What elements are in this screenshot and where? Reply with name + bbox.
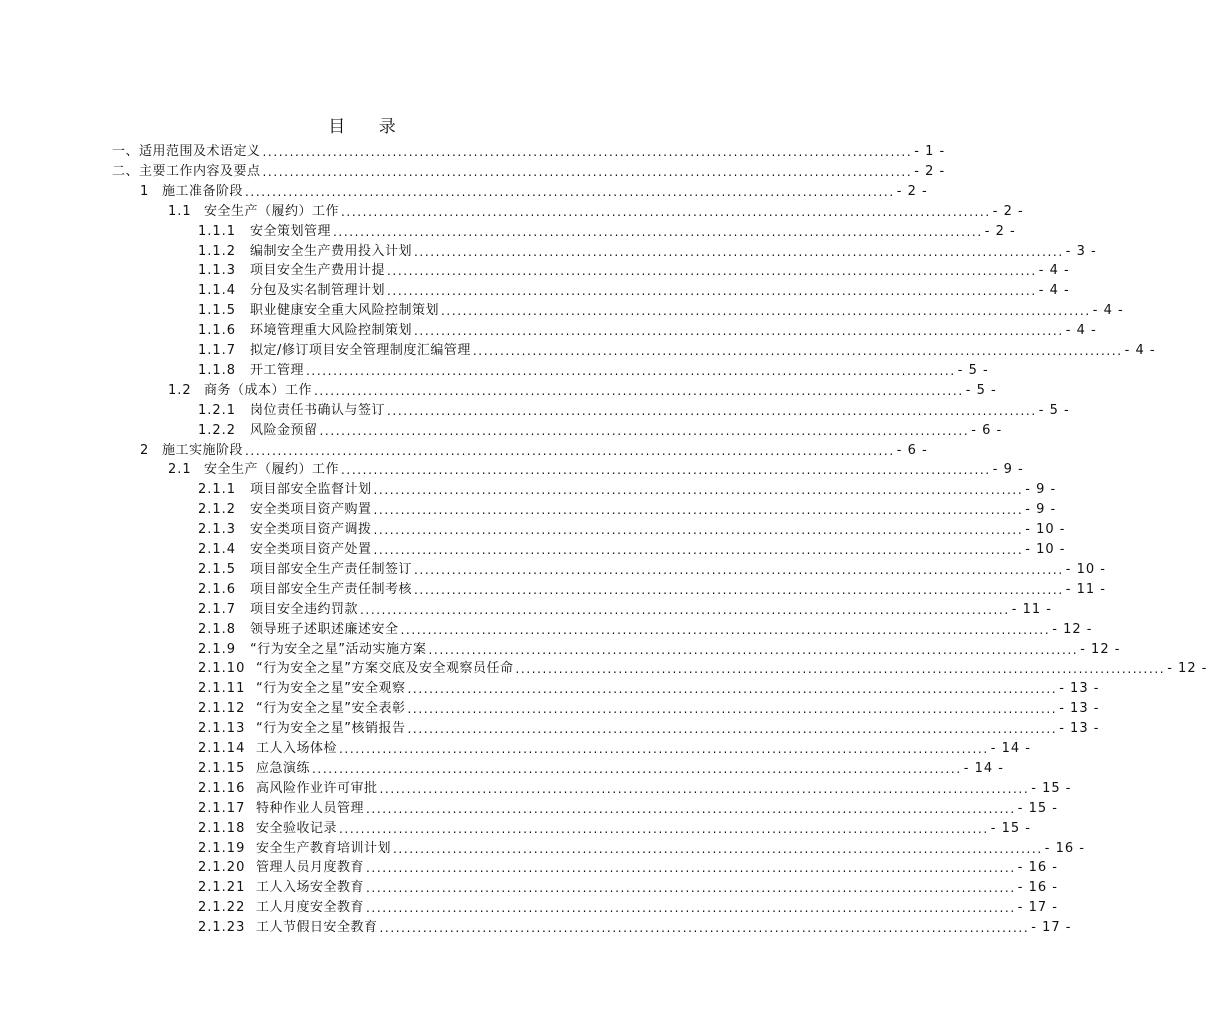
toc-entry-number: 1.2 xyxy=(168,382,192,398)
toc-entry-number: 2.1.4 xyxy=(198,542,237,557)
toc-entry-title: 风险金预留 xyxy=(250,422,318,438)
toc-entry[interactable] xyxy=(198,480,1057,500)
toc-leader-dots: ........................................................................................................................ xyxy=(306,363,956,378)
toc-entry-title: 安全验收记录 xyxy=(256,820,338,836)
toc-leader-dots: ........................................................................................................................ xyxy=(373,483,1024,498)
toc-entry-number: 2.1.18 xyxy=(198,820,246,836)
toc-entry-title: 项目安全违约罚款 xyxy=(250,601,359,617)
toc-entry-title: “行为安全之星”活动实施方案 xyxy=(250,641,427,657)
toc-entry-page: - 17 - xyxy=(1031,920,1072,936)
toc-leader-dots: ........................................................................................................................ xyxy=(373,503,1024,518)
toc-entry-number: 2.1.13 xyxy=(198,721,246,737)
toc-entry[interactable] xyxy=(198,261,1070,281)
toc-leader-dots: ........................................................................................................................ xyxy=(339,821,989,836)
toc-leader-dots: ........................................................................................................................ xyxy=(414,324,1064,339)
toc-entry-page: - 9 - xyxy=(1025,502,1057,518)
toc-entry[interactable] xyxy=(168,381,997,401)
toc-entry[interactable] xyxy=(198,719,1100,739)
toc-entry-page: - 9 - xyxy=(1025,482,1057,498)
toc-entry-title: 商务（成本）工作 xyxy=(204,382,313,398)
toc-title: 目 录 xyxy=(328,117,410,137)
toc-entry-page: - 9 - xyxy=(992,462,1024,478)
toc-entry-page: - 10 - xyxy=(1065,561,1106,577)
toc-entry-title: 项目部安全生产责任制签订 xyxy=(250,561,413,577)
toc-entry-number: 1.1 xyxy=(168,203,192,219)
toc-entry-page: - 12 - xyxy=(1052,621,1093,637)
toc-entry-page: - 15 - xyxy=(990,820,1031,836)
toc-entry-page: - 5 - xyxy=(965,382,997,398)
toc-leader-dots: ........................................................................................................................ xyxy=(262,164,913,179)
toc-entry-page: - 4 - xyxy=(1038,283,1070,299)
toc-leader-dots: ........................................................................................................................ xyxy=(360,602,1010,617)
toc-leader-dots: ........................................................................................................................ xyxy=(407,702,1058,717)
toc-entry-title: “行为安全之星”安全表彰 xyxy=(256,701,406,717)
toc-entry-number: 2.1.1 xyxy=(198,482,237,498)
toc-leader-dots: ........................................................................................................................ xyxy=(414,244,1064,259)
toc-entry-title: 二、主要工作内容及要点 xyxy=(112,163,261,179)
toc-leader-dots: ........................................................................................................................ xyxy=(312,761,962,776)
toc-entry[interactable] xyxy=(140,182,928,202)
toc-entry-page: - 4 - xyxy=(1038,263,1070,279)
toc-entry-page: - 13 - xyxy=(1059,721,1100,737)
toc-entry-page: - 11 - xyxy=(1065,581,1106,597)
toc-entry-number: 1.1.3 xyxy=(198,263,237,279)
toc-leader-dots: ........................................................................................................................ xyxy=(515,662,1166,677)
toc-leader-dots: ........................................................................................................................ xyxy=(339,742,989,756)
toc-entry-title: “行为安全之星”核销报告 xyxy=(256,721,406,737)
toc-leader-dots: ........................................................................................................................ xyxy=(333,224,983,239)
toc-entry-number: 1.1.5 xyxy=(198,303,237,319)
toc-entry-page: - 2 - xyxy=(896,183,928,199)
toc-entry[interactable] xyxy=(198,858,1058,878)
toc-entry-page: - 3 - xyxy=(1065,243,1097,259)
toc-entry[interactable] xyxy=(198,779,1072,799)
toc-entry[interactable] xyxy=(140,441,928,461)
toc-entry[interactable] xyxy=(198,401,1070,421)
toc-entry-number: 2.1.19 xyxy=(198,840,246,856)
toc-entry[interactable] xyxy=(198,918,1072,938)
toc-entry-title: 项目部安全生产责任制考核 xyxy=(250,581,413,597)
toc-leader-dots: ........................................................................................................................ xyxy=(472,344,1123,358)
toc-entry-page: - 16 - xyxy=(1017,880,1058,896)
toc-entry-page: - 2 - xyxy=(984,223,1016,239)
toc-entry-title: 工人月度安全教育 xyxy=(256,900,365,916)
toc-entry[interactable] xyxy=(168,460,1024,480)
toc-entry[interactable] xyxy=(198,739,1031,759)
toc-entry-number: 2.1.7 xyxy=(198,601,237,617)
toc-entry-page: - 5 - xyxy=(1038,402,1070,418)
toc-leader-dots: ........................................................................................................................ xyxy=(393,841,1043,856)
toc-entry[interactable] xyxy=(198,600,1052,620)
toc-entry-number: 2.1.12 xyxy=(198,701,246,717)
toc-entry-page: - 4 - xyxy=(1124,343,1156,358)
toc-leader-dots: ........................................................................................................................ xyxy=(373,523,1024,538)
toc-entry-title: 岗位责任书确认与签订 xyxy=(250,402,386,418)
toc-leader-dots: ........................................................................................................................ xyxy=(414,562,1064,577)
toc-entry-page: - 17 - xyxy=(1017,900,1058,916)
toc-entry-title: 工人入场体检 xyxy=(256,741,338,756)
toc-entry-number: 2.1.14 xyxy=(198,741,246,756)
toc-entry-page: - 10 - xyxy=(1025,542,1066,557)
toc-entry[interactable] xyxy=(198,819,1031,839)
toc-leader-dots: ........................................................................................................................ xyxy=(373,543,1024,557)
toc-entry-page: - 4 - xyxy=(1092,303,1124,319)
toc-leader-dots: ........................................................................................................................ xyxy=(414,582,1064,597)
toc-entry-number: 2.1.2 xyxy=(198,502,237,518)
toc-entry-page: - 1 - xyxy=(914,144,946,159)
toc-entry-title: 一、适用范围及术语定义 xyxy=(112,144,261,159)
toc-leader-dots: ........................................................................................................................ xyxy=(245,443,895,458)
toc-entry-number: 2 xyxy=(140,442,150,458)
toc-entry-page: - 12 - xyxy=(1167,661,1207,677)
toc-entry-number: 2.1.15 xyxy=(198,760,246,776)
toc-entry-number: 2.1.23 xyxy=(198,920,246,936)
toc-entry-page: - 16 - xyxy=(1017,860,1058,876)
toc-leader-dots: ........................................................................................................................ xyxy=(407,682,1058,697)
toc-leader-dots: ........................................................................................................................ xyxy=(400,622,1051,637)
toc-entry[interactable] xyxy=(198,361,989,381)
toc-leader-dots: ........................................................................................................................ xyxy=(387,403,1037,418)
toc-entry-title: 安全类项目资产购置 xyxy=(250,502,372,518)
toc-entry[interactable] xyxy=(198,321,1097,341)
toc-entry-number: 2.1.17 xyxy=(198,800,246,816)
toc-entry[interactable] xyxy=(198,560,1106,580)
toc-entry-title: 开工管理 xyxy=(250,362,305,378)
toc-entry[interactable] xyxy=(198,520,1066,540)
toc-entry-page: - 13 - xyxy=(1059,701,1100,717)
toc-leader-dots: ........................................................................................................................ xyxy=(387,284,1037,299)
toc-leader-dots: ........................................................................................................................ xyxy=(319,423,970,438)
toc-entry-number: 2.1.5 xyxy=(198,561,237,577)
toc-entry-number: 2.1.20 xyxy=(198,860,246,876)
toc-entry-title: 分包及实名制管理计划 xyxy=(250,283,386,299)
toc-leader-dots: ........................................................................................................................ xyxy=(341,204,991,219)
toc-entry-number: 2.1.11 xyxy=(198,681,246,697)
toc-entry-title: 应急演练 xyxy=(256,760,311,776)
toc-entry-title: 环境管理重大风险控制策划 xyxy=(250,323,413,339)
toc-entry-title: 安全策划管理 xyxy=(250,223,332,239)
toc-leader-dots: ........................................................................................................................ xyxy=(366,901,1016,916)
toc-entry-number: 2.1.21 xyxy=(198,880,246,896)
toc-entry-page: - 2 - xyxy=(914,163,946,179)
toc-entry-number: 1.1.6 xyxy=(198,323,237,339)
toc-entry-number: 2.1.22 xyxy=(198,900,246,916)
toc-entry-page: - 4 - xyxy=(1065,323,1097,339)
toc-entry-number: 1 xyxy=(140,183,150,199)
toc-entry-number: 2.1 xyxy=(168,462,192,478)
toc-entry-title: 编制安全生产费用投入计划 xyxy=(250,243,413,259)
toc-entry-number: 2.1.10 xyxy=(198,661,246,677)
toc-entry[interactable] xyxy=(198,242,1097,262)
toc-entry-title: 职业健康安全重大风险控制策划 xyxy=(250,303,440,319)
toc-entry[interactable] xyxy=(198,640,1121,660)
toc-entry[interactable] xyxy=(198,580,1106,600)
toc-entry[interactable] xyxy=(168,202,1024,222)
toc-entry-title: 安全生产（履约）工作 xyxy=(204,203,340,219)
toc-entry[interactable] xyxy=(198,898,1058,918)
toc-entry-page: - 15 - xyxy=(1031,780,1072,796)
toc-leader-dots: ........................................................................................................................ xyxy=(262,145,913,159)
toc-entry-title: 安全类项目资产处置 xyxy=(250,542,372,557)
toc-entry-title: 安全类项目资产调拨 xyxy=(250,522,372,538)
toc-entry[interactable] xyxy=(198,659,1207,679)
toc-entry-page: - 14 - xyxy=(963,760,1004,776)
toc-leader-dots: ........................................................................................................................ xyxy=(366,801,1016,816)
toc-entry-number: 1.1.1 xyxy=(198,223,237,239)
toc-entry-number: 1.2.2 xyxy=(198,422,237,438)
toc-leader-dots: ........................................................................................................................ xyxy=(366,881,1016,896)
toc-entry[interactable] xyxy=(198,679,1100,699)
toc-entry[interactable] xyxy=(198,281,1070,301)
toc-entry-page: - 12 - xyxy=(1080,641,1121,657)
toc-leader-dots: ........................................................................................................................ xyxy=(387,264,1037,279)
toc-entry-title: 项目部安全监督计划 xyxy=(250,482,372,498)
toc-entry-page: - 6 - xyxy=(896,442,928,458)
toc-leader-dots: ........................................................................................................................ xyxy=(379,921,1030,936)
toc-entry[interactable] xyxy=(112,162,946,182)
toc-entry-page: - 2 - xyxy=(992,203,1024,219)
toc-entry-title: 项目安全生产费用计提 xyxy=(250,263,386,279)
toc-leader-dots: ........................................................................................................................ xyxy=(379,781,1030,796)
toc-entry[interactable] xyxy=(198,699,1100,719)
toc-entry[interactable] xyxy=(198,759,1004,779)
toc-entry-number: 2.1.16 xyxy=(198,780,246,796)
toc-entry-title: “行为安全之星”安全观察 xyxy=(256,681,406,697)
toc-entry-number: 2.1.8 xyxy=(198,621,237,637)
toc-entry-number: 1.1.4 xyxy=(198,283,237,299)
toc-entry-title: 安全生产教育培训计划 xyxy=(256,840,392,856)
toc-entry[interactable] xyxy=(198,500,1057,520)
toc-entry-number: 1.1.8 xyxy=(198,362,237,378)
toc-leader-dots: ........................................................................................................................ xyxy=(407,722,1058,737)
toc-leader-dots: ........................................................................................................................ xyxy=(314,383,964,398)
toc-entry-title: 拟定/修订项目安全管理制度汇编管理 xyxy=(250,343,471,358)
toc-leader-dots: ........................................................................................................................ xyxy=(245,184,895,199)
toc-entry[interactable] xyxy=(198,222,1016,242)
toc-entry[interactable] xyxy=(198,301,1124,321)
toc-entry[interactable] xyxy=(198,878,1058,898)
toc-entry-title: 工人节假日安全教育 xyxy=(256,920,378,936)
toc-entry-number: 1.1.7 xyxy=(198,343,237,358)
toc-entry-title: 特种作业人员管理 xyxy=(256,800,365,816)
toc-entry-number: 1.2.1 xyxy=(198,402,237,418)
toc-entry-number: 2.1.9 xyxy=(198,641,237,657)
toc-entry[interactable] xyxy=(198,839,1085,859)
toc-entry-title: 安全生产（履约）工作 xyxy=(204,462,340,478)
toc-entry-page: - 6 - xyxy=(971,422,1003,438)
toc-entry[interactable] xyxy=(198,540,1066,560)
toc-entry[interactable] xyxy=(198,341,1156,361)
toc-entry-page: - 10 - xyxy=(1025,522,1066,538)
toc-entry[interactable] xyxy=(198,799,1058,819)
toc-entry-page: - 5 - xyxy=(957,362,989,378)
toc-entry-number: 2.1.3 xyxy=(198,522,237,538)
toc-leader-dots: ........................................................................................................................ xyxy=(366,861,1016,876)
toc-entry-number: 2.1.6 xyxy=(198,581,237,597)
toc-entry-page: - 13 - xyxy=(1059,681,1100,697)
toc-entry-page: - 15 - xyxy=(1017,800,1058,816)
toc-entry-title: “行为安全之星”方案交底及安全观察员任命 xyxy=(256,661,514,677)
toc-entry-title: 工人入场安全教育 xyxy=(256,880,365,896)
toc-entry[interactable] xyxy=(198,620,1093,640)
toc-entry-title: 施工准备阶段 xyxy=(162,183,244,199)
toc-entry[interactable] xyxy=(112,142,946,162)
toc-entry-number: 1.1.2 xyxy=(198,243,237,259)
toc-leader-dots: ........................................................................................................................ xyxy=(441,304,1091,319)
toc-leader-dots: ........................................................................................................................ xyxy=(341,463,991,478)
toc-entry[interactable] xyxy=(198,421,1003,441)
toc-entry-title: 管理人员月度教育 xyxy=(256,860,365,876)
toc-entry-page: - 16 - xyxy=(1044,840,1085,856)
toc-entry-title: 领导班子述职述廉述安全 xyxy=(250,621,399,637)
toc-entry-page: - 11 - xyxy=(1011,601,1052,617)
toc-entry-page: - 14 - xyxy=(990,741,1031,756)
toc-leader-dots: ........................................................................................................................ xyxy=(428,642,1079,657)
toc-entry-title: 施工实施阶段 xyxy=(162,442,244,458)
toc-entry-title: 高风险作业许可审批 xyxy=(256,780,378,796)
